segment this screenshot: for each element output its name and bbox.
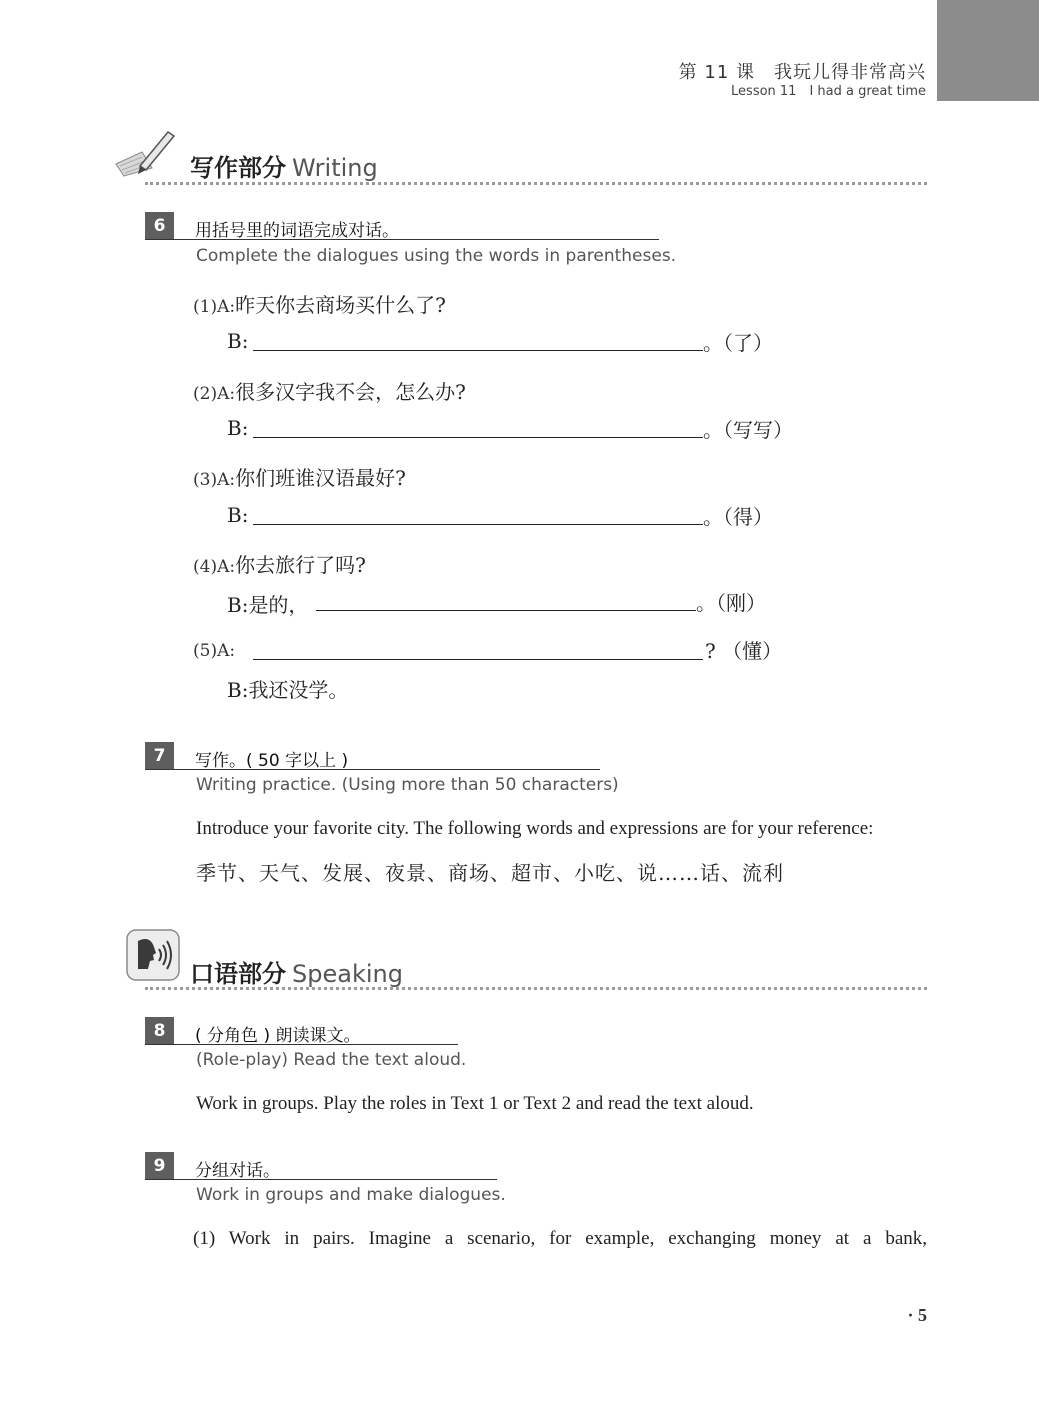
question-number-badge: 7 [145,742,174,770]
dialogue-task-item: (1) Work in pairs. Imagine a scenario, for example, exchanging money at a bank, [193,1228,927,1249]
answer-blank[interactable] [253,350,703,351]
dialogue-b-label: B: [227,503,249,527]
dialogue-a-line: (1)A:昨天你去商场买什么了? [193,293,446,317]
section-divider [145,987,927,990]
speaking-instruction: Work in groups. Play the roles in Text 1 or Text 2 and read the text aloud. [196,1093,754,1114]
section-divider [145,182,927,185]
question-title: 分组对话。 [195,1161,280,1181]
dialogue-a-line: (5)A: [193,641,236,661]
writing-instruction: Introduce your favorite city. The following words and expressions are for your reference: [196,818,874,839]
writing-title-cn: 写作部分 [190,154,286,182]
speaking-section-title [190,954,403,989]
dialogue-a-line: (4)A:你去旅行了吗? [193,553,366,577]
question-number-badge: 8 [145,1017,174,1045]
lesson-title-cn: 第 11 课 我玩儿得非常高兴 [678,62,926,83]
word-hint: ? （懂） [705,639,783,663]
page-number: · 5 [907,1305,927,1325]
reference-words: 季节、天气、发展、夜景、商场、超市、小吃、说……话、流利 [196,861,784,885]
dialogue-b-label: B: [227,329,249,353]
word-hint: 。（刚） [696,591,766,615]
question-subtitle: Work in groups and make dialogues. [196,1185,506,1205]
question-subtitle: (Role-play) Read the text aloud. [196,1050,467,1070]
writing-title-en: Writing [292,154,378,182]
question-title: 用括号里的词语完成对话。 [195,221,399,241]
dialogue-a-line: (2)A:很多汉字我不会，怎么办? [193,380,466,404]
dialogue-b-line: B:是的， [227,593,309,617]
corner-tab [937,0,1039,101]
answer-blank[interactable] [253,524,703,525]
question-title: ( 分角色 ) 朗读课文。 [195,1026,361,1046]
word-hint: 。（写写） [703,418,793,442]
word-hint: 。（得） [703,505,773,529]
answer-blank[interactable] [253,659,703,660]
dialogue-b-label: B: [227,416,249,440]
dialogue-a-line: (3)A:你们班谁汉语最好? [193,466,406,490]
answer-blank[interactable] [253,437,703,438]
answer-blank[interactable] [316,610,696,611]
question-subtitle: Complete the dialogues using the words in parentheses. [196,246,677,266]
writing-section-title [190,148,378,183]
word-hint: 。（了） [703,331,773,355]
speaking-head-icon [126,929,180,981]
question-number-badge: 9 [145,1152,174,1180]
dialogue-b-line: B:我还没学。 [227,678,349,702]
lesson-title-en: Lesson 11 I had a great time [731,84,926,99]
speaking-title-cn: 口语部分 [190,960,286,988]
question-subtitle: Writing practice. (Using more than 50 characters) [196,775,619,795]
question-number-badge: 6 [145,212,174,240]
speaking-title-en: Speaking [292,960,403,988]
question-title: 写作。( 50 字以上 ) [195,751,349,771]
pen-writing-icon [112,128,178,178]
